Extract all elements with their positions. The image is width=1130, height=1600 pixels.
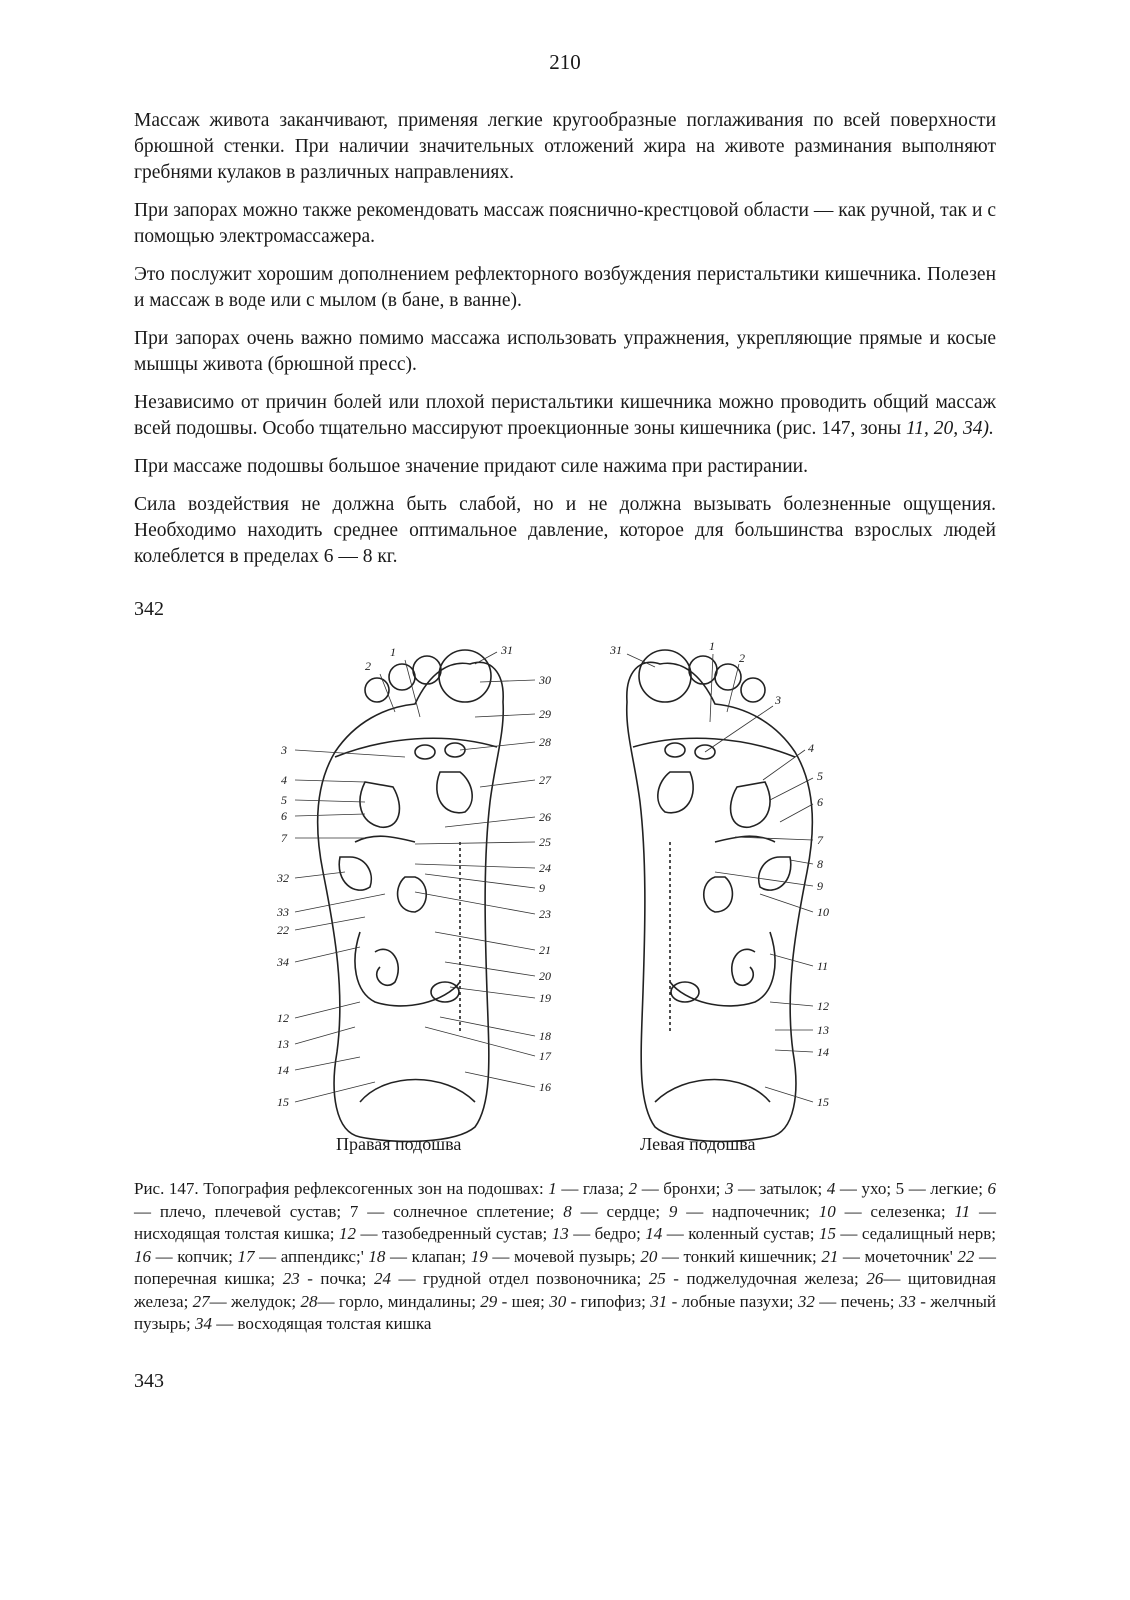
zone-label: 27 <box>539 773 551 787</box>
caption-text: — селезенка; <box>835 1201 955 1221</box>
paragraph: При массаже подошвы большое значение придают силе нажима при растирании. <box>134 456 808 477</box>
caption-zone-number: 26 <box>866 1269 884 1288</box>
zone-label: 22 <box>277 923 289 937</box>
caption-zone-number: 32 <box>797 1291 815 1311</box>
caption-text: — сердце; <box>571 1201 669 1221</box>
left-sole-outline <box>627 662 813 1141</box>
zone-label: 31 <box>610 643 622 657</box>
zone-label: 14 <box>277 1063 289 1077</box>
zone-label: 20 <box>539 969 551 983</box>
caption-zone-number: 24 <box>373 1269 391 1288</box>
caption-zone-number: 2 <box>628 1179 638 1198</box>
caption-zone-number: 1 <box>548 1179 557 1198</box>
right-sole-label: Правая подошва <box>336 1134 462 1154</box>
zone-label: 1 <box>390 645 396 659</box>
zone-label: 8 <box>817 857 823 871</box>
caption-text: — печень; <box>814 1291 899 1311</box>
caption-text: — аппендикс;' <box>254 1246 369 1266</box>
zone-label: 13 <box>817 1023 829 1037</box>
zone-label: 13 <box>277 1037 289 1051</box>
caption-text: - почка; <box>299 1269 374 1288</box>
foot-diagram <box>265 632 865 1152</box>
caption-text: — горло, миндалины; <box>317 1291 481 1311</box>
caption-zone-number: 15 <box>818 1224 836 1243</box>
caption-zone-number: 3 <box>724 1179 734 1198</box>
zone-label: 3 <box>775 693 781 707</box>
paragraph-text: Независимо от причин болей или плохой перистальтики кишечника можно проводить общий массаж всей подошвы. Особо тщательно массируют проекционные зоны кишечника (рис. 147, зоны <box>134 392 996 439</box>
zone-label: 6 <box>817 795 823 809</box>
caption-zone-number: 25 <box>648 1269 666 1288</box>
caption-zone-number: 29 <box>480 1291 498 1311</box>
zone-label: 3 <box>281 743 287 757</box>
right-zone-labels <box>276 643 552 1109</box>
caption-text: — клапан; <box>385 1246 471 1266</box>
zone-label: 5 <box>817 769 823 783</box>
paragraph: Это послужит хорошим дополнением рефлекторного возбуждения перистальтики кишечника. Полезен и массаж в воде или с мылом (в бане, в ванне). <box>134 264 996 311</box>
caption-zone-number: 28 <box>300 1291 318 1311</box>
caption-zone-number: 14 <box>645 1224 663 1243</box>
caption-text: — тазобедренный сустав; <box>356 1224 552 1243</box>
zone-label: 16 <box>539 1080 551 1094</box>
zone-label: 10 <box>817 905 829 919</box>
zone-label: 6 <box>281 809 287 823</box>
left-sole-label: Левая подошва <box>640 1134 756 1154</box>
zone-label: 24 <box>539 861 551 875</box>
zone-label: 15 <box>817 1095 829 1109</box>
caption-zone-number: 34 <box>194 1314 212 1333</box>
zone-label: 18 <box>539 1029 551 1043</box>
caption-text: — бронхи; <box>637 1179 725 1198</box>
figure-caption <box>134 1178 996 1336</box>
caption-text: — нисходящая толстая кишка; <box>134 1201 997 1243</box>
zone-label: 19 <box>539 991 551 1005</box>
paragraph: При запорах можно также рекомендовать массаж пояснично-крестцовой области — как ручной, так и с помощью электромассажера. <box>134 200 996 247</box>
caption-text: — плечо, плечевой сустав; 7 — солнечное сплетение; <box>134 1201 564 1221</box>
caption-text: — коленный сустав; <box>662 1224 819 1243</box>
caption-text: — мочевой пузырь; <box>487 1246 641 1266</box>
paragraph <box>134 390 996 442</box>
caption-zone-number: 19 <box>470 1246 488 1266</box>
zone-label: 7 <box>281 831 287 845</box>
paragraph: При запорах очень важно помимо массажа использовать упражнения, укрепляющие прямые и косые мышцы живота (брюшной пресс). <box>134 328 996 375</box>
caption-zone-number: 12 <box>339 1224 356 1243</box>
caption-text: — щитовидная железа; <box>134 1269 996 1311</box>
zone-label: 21 <box>539 943 551 957</box>
page-number: 210 <box>549 50 581 74</box>
caption-zone-number: 4 <box>826 1179 836 1198</box>
caption-text: — ухо; 5 — легкие; <box>835 1179 988 1198</box>
zone-label: 23 <box>539 907 551 921</box>
caption-zone-number: 22 <box>957 1246 975 1266</box>
caption-text: — грудной отдел позвоночника; <box>390 1269 649 1288</box>
caption-text: — поперечная кишка; <box>134 1246 997 1288</box>
zone-label: 33 <box>277 905 289 919</box>
zone-label: 14 <box>817 1045 829 1059</box>
caption-text: - гипофиз; <box>566 1291 651 1311</box>
caption-zone-number: 17 <box>237 1246 255 1266</box>
zone-label: 1 <box>709 639 715 653</box>
zone-label: 7 <box>817 833 823 847</box>
caption-zone-number: 9 <box>668 1201 678 1221</box>
zone-label: 2 <box>739 651 745 665</box>
caption-text: — седалищный нерв; <box>835 1224 996 1243</box>
zone-label: 29 <box>539 707 551 721</box>
paragraph: Сила воздействия не должна быть слабой, но и не должна вызывать болезненные ощущения. Необходимо находить среднее оптимальное давление, которое для большинства взрослых людей колеблется в пределах 6 — 8 кг. <box>134 494 996 567</box>
zone-label: 32 <box>277 871 289 885</box>
page-marker: 343 <box>134 1370 164 1392</box>
paragraph: Массаж живота заканчивают, применяя легкие кругообразные поглаживания по всей поверхности брюшной стенки. При наличии значительных отложений жира на животе разминания выполняют гребнями кулаков в различных направлениях. <box>134 110 996 183</box>
zone-label: 4 <box>281 773 287 787</box>
caption-zone-number: 8 <box>563 1201 572 1221</box>
caption-zone-number: 11 <box>954 1201 971 1221</box>
caption-zone-number: 33 <box>898 1291 916 1311</box>
caption-zone-number: 10 <box>818 1201 836 1221</box>
zone-label: 30 <box>539 673 551 687</box>
caption-zone-number: 6 <box>987 1179 997 1198</box>
caption-text: — затылок; <box>733 1179 827 1198</box>
caption-text: — копчик; <box>151 1246 238 1266</box>
zone-label: 5 <box>281 793 287 807</box>
zone-label: 26 <box>539 810 551 824</box>
caption-text: — глаза; <box>556 1179 629 1198</box>
caption-text: - лобные пазухи; <box>667 1291 798 1311</box>
caption-zone-number: 18 <box>368 1246 386 1266</box>
zone-label: 12 <box>817 999 829 1013</box>
zone-label: 11 <box>817 959 829 973</box>
caption-zone-number: 20 <box>640 1246 658 1266</box>
caption-zone-number: 21 <box>821 1246 839 1266</box>
caption-text: — мочеточник' <box>838 1246 958 1266</box>
caption-text: - шея; <box>497 1291 550 1311</box>
page-marker: 342 <box>134 598 164 620</box>
caption-zone-number: 30 <box>549 1291 567 1311</box>
caption-zone-number: 31 <box>650 1291 668 1311</box>
caption-zone-number: 13 <box>551 1224 569 1243</box>
zone-label: 25 <box>539 835 551 849</box>
caption-text: - желчный пузырь; <box>134 1291 996 1333</box>
foot-reflexology-figure <box>265 632 865 1152</box>
zone-label: 28 <box>539 735 551 749</box>
caption-text: — желудок; <box>209 1291 301 1311</box>
zone-label: 9 <box>539 881 545 895</box>
zone-label: 34 <box>277 955 289 969</box>
zone-label: 4 <box>808 741 814 755</box>
zone-label: 31 <box>501 643 513 657</box>
zone-label: 9 <box>817 879 823 893</box>
zone-label: 2 <box>365 659 371 673</box>
caption-zone-number: 16 <box>134 1246 151 1266</box>
body-text <box>134 108 996 582</box>
caption-text: — надпочечник; <box>677 1201 819 1221</box>
caption-zone-number: 27 <box>192 1291 210 1311</box>
zone-label: 15 <box>277 1095 289 1109</box>
caption-text: Рис. 147. Топография рефлексогенных зон на подошвах: <box>134 1179 549 1198</box>
caption-zone-number: 23 <box>282 1269 300 1288</box>
zone-reference: 11, 20, 34). <box>905 418 994 439</box>
zone-label: 17 <box>539 1049 551 1063</box>
caption-text: - поджелудочная железа; <box>665 1269 867 1288</box>
zone-label: 12 <box>277 1011 289 1025</box>
caption-text: — тонкий кишечник; <box>657 1246 822 1266</box>
caption-text: — бедро; <box>568 1224 646 1243</box>
caption-text: — восходящая толстая кишка <box>211 1314 432 1333</box>
